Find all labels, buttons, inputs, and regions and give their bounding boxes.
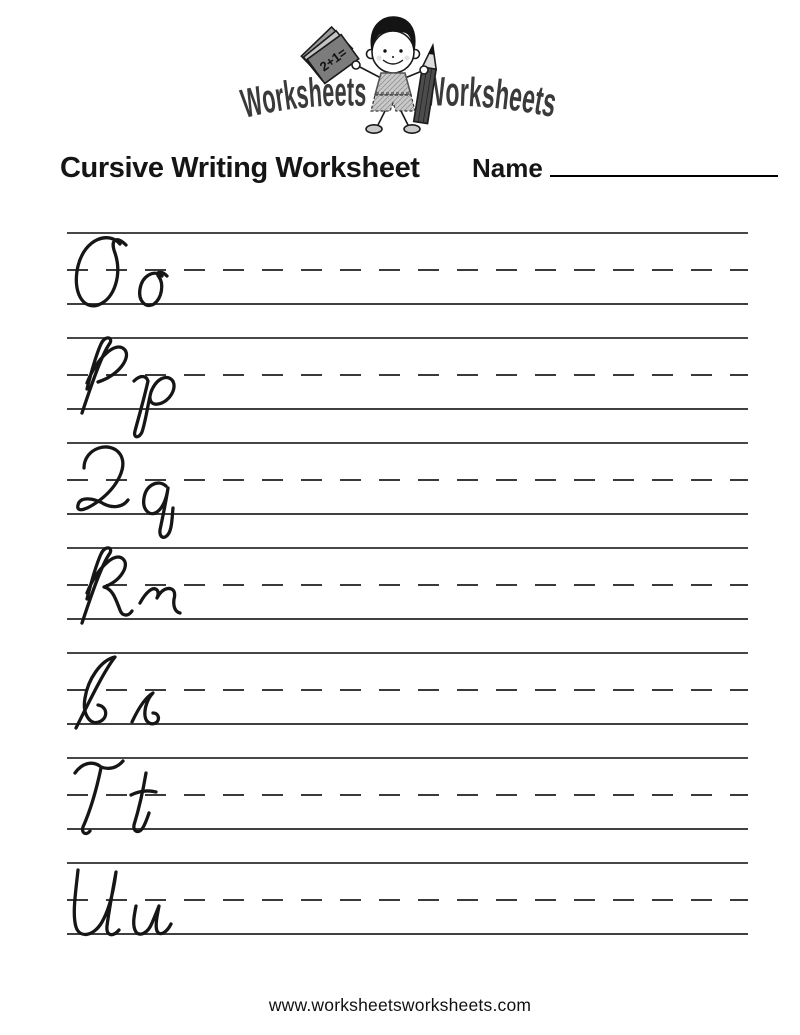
cursive-letters-Uu (70, 862, 200, 966)
practice-row-Tt (67, 757, 748, 830)
kid-left-foot (366, 125, 382, 133)
logo-text-left-label: Worksheets (236, 68, 378, 127)
page-title: Cursive Writing Worksheet (60, 152, 420, 184)
practice-row-Pp (67, 337, 748, 410)
cursive-letters-Rr (70, 547, 200, 651)
logo-text-right-label: Worksheets (423, 67, 571, 128)
footer-url: www.worksheetsworksheets.com (268, 995, 532, 1015)
cursive-letters-Ss (70, 652, 200, 756)
cursive-letters-Oo (70, 232, 200, 336)
kid-shorts (371, 95, 415, 111)
cursive-letters-Qq (70, 442, 200, 546)
kid-right-hand (420, 66, 428, 74)
cursive-letters-Tt (70, 757, 200, 861)
kid-left-hand (352, 61, 360, 69)
cursive-letters-Pp (70, 337, 200, 441)
kid-right-foot (404, 125, 420, 133)
practice-row-Ss (67, 652, 748, 725)
kid-right-arm (405, 71, 422, 78)
practice-row-Uu (67, 862, 748, 935)
book-label: 2+1= (316, 44, 350, 75)
kid-shirt (375, 73, 411, 95)
practice-rows (67, 232, 748, 967)
practice-row-Qq (67, 442, 748, 515)
kid-mascot-illustration (298, 17, 440, 133)
logo-text-left (236, 68, 378, 127)
practice-row-Rr (67, 547, 748, 620)
name-field (472, 153, 778, 184)
name-blank-line (550, 153, 778, 177)
kid-face (372, 31, 414, 73)
worksheets-logo (225, 5, 587, 139)
logo-text-right (423, 67, 571, 128)
name-label: Name (472, 153, 543, 183)
practice-row-Oo (67, 232, 748, 305)
